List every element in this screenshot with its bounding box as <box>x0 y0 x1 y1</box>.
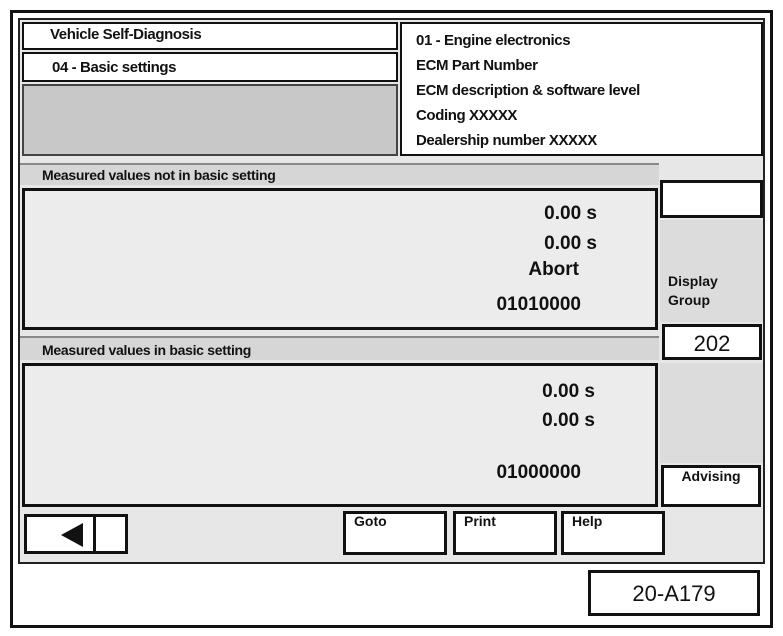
section-header-not-basic <box>20 163 659 185</box>
function-box <box>22 52 398 82</box>
binary-value: 01000000 <box>496 462 581 483</box>
measured-value: 0.00 s <box>542 381 595 402</box>
help-label: Help <box>572 513 603 529</box>
measured-value: 0.00 s <box>544 203 597 224</box>
measured-value: 0.00 s <box>542 410 595 431</box>
display-group-panel <box>660 220 763 322</box>
section-title: Measured values not in basic setting <box>42 167 276 183</box>
goto-label: Goto <box>354 513 387 529</box>
side-blank-panel <box>660 363 763 463</box>
display-group-label-line: Display <box>668 273 718 289</box>
header-blank-panel <box>22 84 398 156</box>
print-button[interactable] <box>453 511 557 555</box>
advising-button[interactable] <box>661 465 761 507</box>
print-label: Print <box>464 513 496 529</box>
section-title: Measured values in basic setting <box>42 342 252 358</box>
ecu-info-line: Coding XXXXX <box>416 107 518 124</box>
ecu-info-line: Dealership number XXXXX <box>416 132 597 149</box>
display-group-field[interactable] <box>662 324 762 360</box>
display-group-number: 202 <box>693 331 731 356</box>
status-value: Abort <box>528 259 579 280</box>
help-button[interactable] <box>561 511 665 555</box>
measured-value: 0.00 s <box>544 233 597 254</box>
page-title: Vehicle Self-Diagnosis <box>50 26 202 43</box>
figure-id: 20-A179 <box>632 581 716 606</box>
back-arrow-icon <box>59 523 89 547</box>
function-label: 04 - Basic settings <box>52 59 177 76</box>
values-panel-basic <box>22 363 658 507</box>
binary-value: 01010000 <box>496 294 581 315</box>
diagnostic-screen <box>18 18 765 564</box>
display-group-label-line: Group <box>668 292 710 308</box>
goto-button[interactable] <box>343 511 447 555</box>
back-button-divider <box>93 517 96 551</box>
figure-id-box <box>588 570 760 616</box>
side-top-box <box>660 180 763 218</box>
ecu-info-box <box>400 22 763 156</box>
display-group-label <box>668 272 718 310</box>
values-panel-not-basic <box>22 188 658 330</box>
section-header-basic <box>20 336 659 360</box>
ecu-info-line: ECM Part Number <box>416 57 538 74</box>
back-button[interactable] <box>24 514 128 554</box>
title-box <box>22 22 398 50</box>
ecu-info-line: ECM description & software level <box>416 82 640 99</box>
advising-label: Advising <box>681 468 741 484</box>
ecu-info-line: 01 - Engine electronics <box>416 32 571 49</box>
